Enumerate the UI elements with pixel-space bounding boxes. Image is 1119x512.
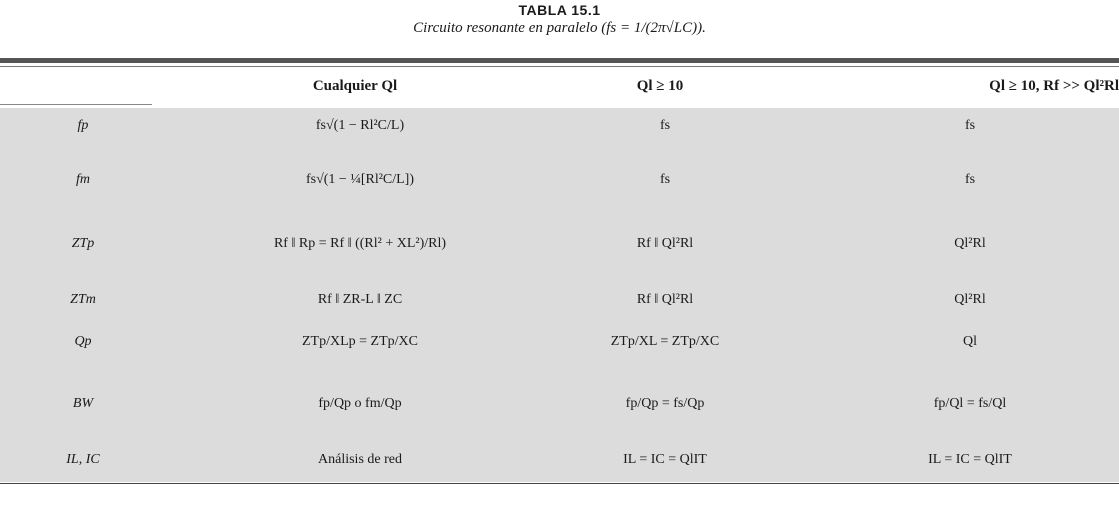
cell-any-ql: ZTp/XLp = ZTp/XC xyxy=(302,334,418,349)
header-label: Ql ≥ 10, Rf >> Ql²Rl xyxy=(989,78,1119,94)
cell-any-ql: Análisis de red xyxy=(318,452,402,467)
row-label: fp xyxy=(77,118,89,133)
row-label: BW xyxy=(72,396,94,411)
header-underline xyxy=(0,104,152,105)
row-label: Qp xyxy=(74,334,92,349)
table-header xyxy=(0,72,1119,107)
cell-ql-ge-10-rf: Ql²Rl xyxy=(954,236,986,251)
cell-ql-ge-10: fs xyxy=(659,118,671,133)
header-label: Cualquier Ql xyxy=(312,78,398,94)
cell-ql-ge-10: fp/Qp = fs/Qp xyxy=(625,396,705,411)
cell-any-ql: fp/Qp o fm/Qp xyxy=(318,396,402,411)
cell-ql-ge-10-rf: Ql²Rl xyxy=(954,292,986,307)
top-rule-thick xyxy=(0,58,1119,63)
row-label: fm xyxy=(76,172,90,187)
cell-ql-ge-10: Rf ‖ Ql²Rl xyxy=(636,236,694,251)
table-title: TABLA 15.1 xyxy=(518,2,601,18)
cell-ql-ge-10-rf: IL = IC = QlIT xyxy=(928,452,1012,467)
cell-any-ql: Rf ‖ ZR-L ‖ ZC xyxy=(317,292,403,307)
header-cualquier xyxy=(250,78,460,95)
cell-ql-ge-10-rf: fs xyxy=(964,118,976,133)
cell-any-ql: Rf ‖ Rp = Rf ‖ ((Rl² + XL²)/Rl) xyxy=(273,236,447,251)
cell-ql-ge-10: fs xyxy=(659,172,671,187)
row-label: ZTp xyxy=(71,236,95,251)
table-subtitle: Circuito resonante en paralelo (fs = 1/(2π√LC)). xyxy=(413,20,706,36)
cell-any-ql: fs√(1 − ¼[Rl²C/L]) xyxy=(305,172,415,187)
header-ql10-rf xyxy=(810,78,1119,95)
cell-ql-ge-10: IL = IC = QlIT xyxy=(623,452,707,467)
row-label: ZTm xyxy=(70,292,96,307)
row-label: IL, IC xyxy=(66,452,100,467)
cell-ql-ge-10: Rf ‖ Ql²Rl xyxy=(636,292,694,307)
cell-any-ql: fs√(1 − Rl²C/L) xyxy=(315,118,405,133)
top-rule-thin xyxy=(0,66,1119,67)
bottom-rule xyxy=(0,483,1119,484)
cell-ql-ge-10-rf: fs xyxy=(964,172,976,187)
cell-ql-ge-10-rf: Ql xyxy=(963,334,977,349)
cell-ql-ge-10: ZTp/XL = ZTp/XC xyxy=(610,334,720,349)
header-ql10 xyxy=(560,78,760,95)
cell-ql-ge-10-rf: fp/Ql = fs/Ql xyxy=(933,396,1007,411)
header-label: Ql ≥ 10 xyxy=(636,78,684,94)
table-body xyxy=(0,108,1119,482)
